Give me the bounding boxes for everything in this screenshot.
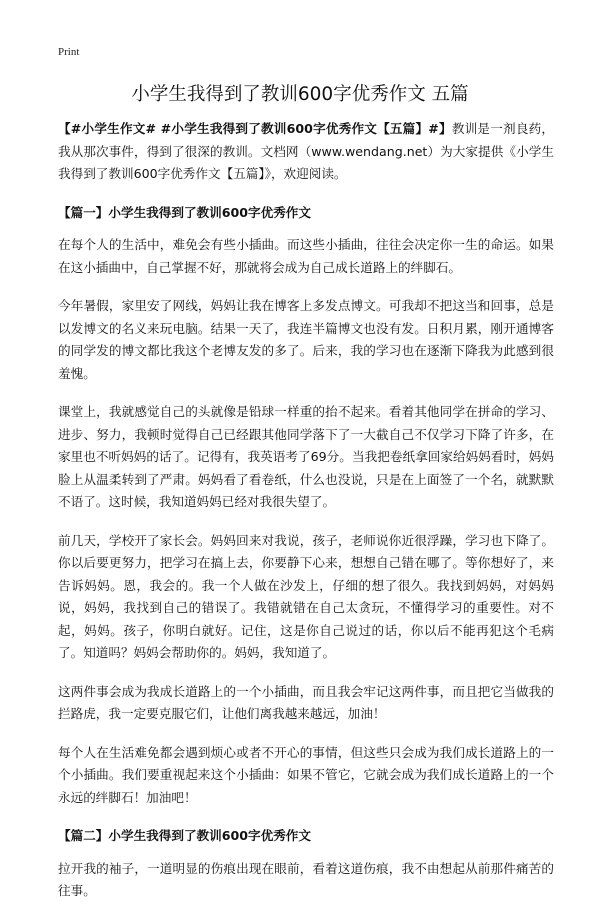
paragraph: 拉开我的袖子，一道明显的伤痕出现在眼前，看着这道伤痕，我不由想起从前那件痛苦的往事。 bbox=[58, 860, 554, 898]
intro-tags: 【#小学生作文# #小学生我得到了教训600字优秀作文【五篇】#】 bbox=[58, 121, 452, 136]
paragraph: 在每个人的生活中，难免会有些小插曲。而这些小插曲，往往会决定你一生的命运。如果在这小插曲中，自己掌握不好，那就将会成为自己成长道路上的绊脚石。 bbox=[58, 237, 554, 275]
paragraph: 每个人在生活难免都会遇到烦心或者不开心的事情，但这些只会成为我们成长道路上的一个小插曲。我们要重视起来这个小插曲：如果不管它，它就会成为我们成长道路上的一个永远的绊脚石！加油吧！ bbox=[58, 744, 554, 805]
article-body bbox=[58, 118, 554, 911]
print-link[interactable]: Print bbox=[58, 46, 80, 58]
section-heading: 【篇一】小学生我得到了教训600字优秀作文 bbox=[58, 204, 311, 220]
paragraph: 课堂上，我就感觉自己的头就像是铅球一样重的抬不起来。看着其他同学在拼命的学习、进步、努力，我顿时觉得自己已经跟其他同学落下了一大截自己不仅学习下降了许多，在家里也不听妈妈的话了。记得有，我英语考了69分。当我把卷纸拿回家给妈妈看时，妈妈脸上从温柔转到了严肃。妈妈看了看卷纸，什么也没说，只是在上面签了一个名，就默默不语了。这时候，我知道妈妈已经对我很失望了。 bbox=[58, 404, 554, 509]
page-title: 小学生我得到了教训600字优秀作文 五篇 bbox=[131, 84, 469, 105]
paragraph: 前几天，学校开了家长会。妈妈回来对我说，孩子，老师说你近很浮躁，学习也下降了。你以后要更努力，把学习在搞上去，你要静下心来，想想自己错在哪了。等你想好了，来告诉妈妈。恩，我会的。我一个人做在沙发上，仔细的想了很久。我找到妈妈，对妈妈说，妈妈，我找到自己的错误了。我错就错在自己太贪玩，不懂得学习的重要性。对不起，妈妈。孩子，你明白就好。记住，这是你自己说过的话，你以后不能再犯这个毛病了。知道吗？妈妈会帮助你的。妈妈，我知道了。 bbox=[58, 532, 554, 660]
paragraph: 今年暑假，家里安了网线，妈妈让我在博客上多发点博文。可我却不把这当和回事，总是以发博文的名义来玩电脑。结果一天了，我连半篇博文也没有发。日积月累，刚开通博客的同学发的博文都比我这个老博友发的多了。后来，我的学习也在逐渐下降我为此感到很羞愧。 bbox=[58, 298, 554, 381]
section-heading: 【篇二】小学生我得到了教训600字优秀作文 bbox=[58, 828, 311, 843]
intro-paragraph bbox=[58, 118, 554, 186]
intro-text: 教训是一剂良药，我从那次事件，得到了很深的教训。文档网（www.wendang.net）为大家提供《小学生我得到了教训600字优秀作文【五篇】》，欢迎阅读。 bbox=[58, 121, 554, 181]
paragraph: 这两件事会成为我成长道路上的一个小插曲，而且我会牢记这两件事，而且把它当做我的拦路虎，我一定要克服它们，让他们离我越来越远，加油！ bbox=[58, 683, 554, 721]
